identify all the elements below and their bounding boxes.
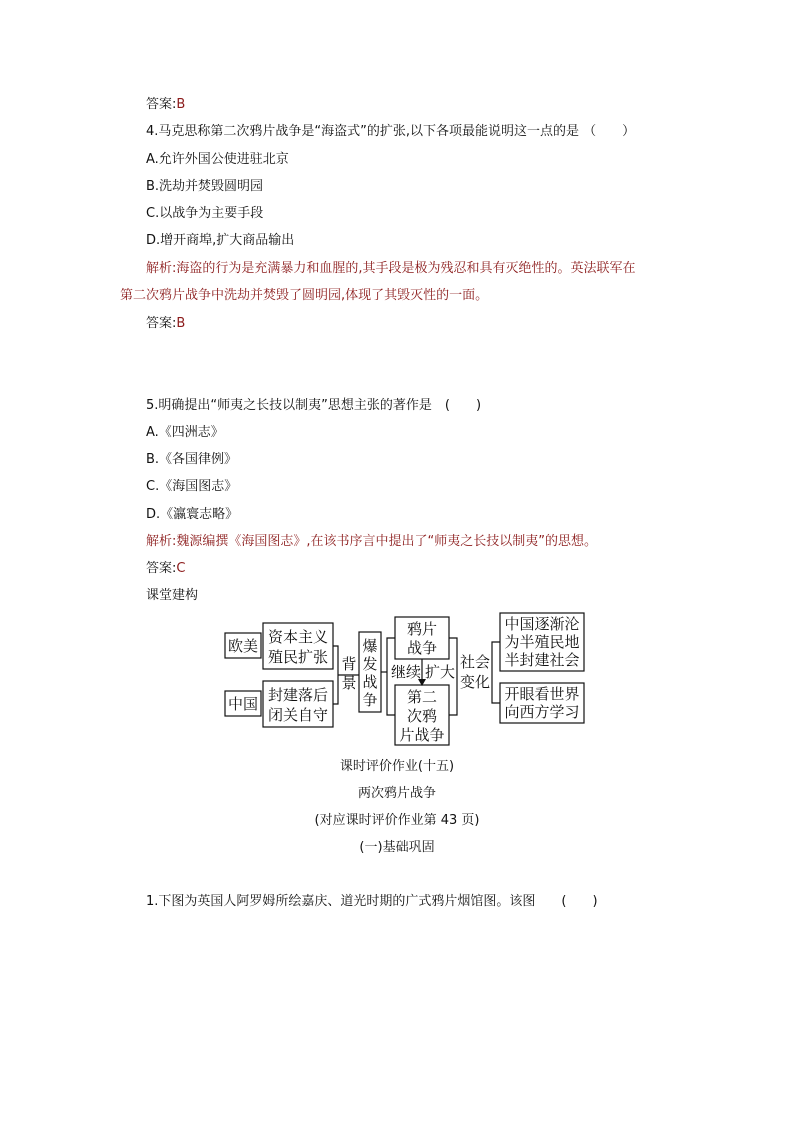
q4-analysis-line1: 解析:海盗的行为是充满暴力和血腥的,其手段是极为残忍和具有灭绝性的。英法联军在 bbox=[146, 261, 636, 276]
label-outbreak-1: 爆 bbox=[362, 637, 378, 655]
bracket-outcomes bbox=[492, 642, 500, 703]
label-war2-2: 次鸦 bbox=[406, 707, 438, 725]
q5-answer: 答案:C bbox=[146, 561, 186, 576]
label-feudal-2: 闭关自守 bbox=[267, 706, 329, 724]
label-outbreak-3: 战 bbox=[362, 673, 378, 691]
q5-option-d: D.《瀛寰志略》 bbox=[146, 507, 239, 522]
q3-answer: 答案:B bbox=[146, 97, 186, 112]
q4-option-d: D.增开商埠,扩大商品输出 bbox=[146, 233, 295, 248]
label-war2-3: 片战争 bbox=[399, 726, 445, 744]
label-china: 中国 bbox=[227, 695, 259, 713]
label-expand: 扩大 bbox=[424, 663, 456, 681]
homework-title: 课时评价作业(十五) bbox=[339, 759, 455, 774]
q4-analysis-line2: 第二次鸦片战争中洗劫并焚毁了圆明园,体现了其毁灭性的一面。 bbox=[120, 288, 489, 303]
label-west-2: 向西方学习 bbox=[504, 703, 580, 721]
bracket-background bbox=[333, 646, 338, 704]
label-background-2: 景 bbox=[341, 674, 357, 692]
label-feudal-1: 封建落后 bbox=[267, 686, 329, 704]
q5-option-a: A.《四洲志》 bbox=[146, 425, 224, 440]
section-label: 课堂建构 bbox=[146, 588, 199, 603]
label-outbreak-2: 发 bbox=[362, 655, 378, 673]
label-war2-1: 第二 bbox=[406, 688, 438, 706]
q4-stem: 4.马克思称第二次鸦片战争是“海盗式”的扩张,以下各项最能说明这一点的是 （ ） bbox=[146, 124, 636, 139]
q5-stem: 5.明确提出“师夷之长技以制夷”思想主张的著作是 ( ) bbox=[146, 398, 482, 413]
label-capitalism-2: 殖民扩张 bbox=[267, 648, 329, 666]
label-outbreak-4: 争 bbox=[362, 691, 378, 709]
label-capitalism-1: 资本主义 bbox=[267, 628, 329, 646]
q4-option-c: C.以战争为主要手段 bbox=[146, 206, 264, 221]
label-semi-1: 中国逐渐沦 bbox=[504, 615, 580, 633]
q4-option-a: A.允许外国公使进驻北京 bbox=[146, 152, 289, 167]
label-background-1: 背 bbox=[341, 655, 357, 673]
label-war1-1: 鸦片 bbox=[406, 620, 438, 638]
homework-section: (一)基础巩固 bbox=[359, 840, 435, 855]
q5-option-b: B.《各国律例》 bbox=[146, 452, 238, 467]
label-continue: 继续 bbox=[390, 663, 422, 681]
q5-option-c: C.《海国图志》 bbox=[146, 479, 238, 494]
homework-page-ref: (对应课时评价作业第 43 页) bbox=[314, 813, 480, 828]
label-society-1: 社会 bbox=[459, 653, 491, 671]
q5-analysis: 解析:魏源编撰《海国图志》,在该书序言中提出了“师夷之长技以制夷”的思想。 bbox=[146, 534, 597, 549]
q4-option-b: B.洗劫并焚毁圆明园 bbox=[146, 179, 264, 194]
label-war1-2: 战争 bbox=[406, 639, 438, 657]
q4-answer: 答案:B bbox=[146, 316, 186, 331]
next-question-stem: 1.下图为英国人阿罗姆所绘嘉庆、道光时期的广式鸦片烟馆图。该图 ( ) bbox=[146, 894, 598, 909]
label-europe: 欧美 bbox=[227, 637, 259, 655]
label-west-1: 开眼看世界 bbox=[504, 685, 580, 703]
homework-subtitle: 两次鸦片战争 bbox=[357, 786, 436, 801]
label-society-2: 变化 bbox=[459, 673, 491, 691]
label-semi-3: 半封建社会 bbox=[504, 651, 580, 669]
label-semi-2: 为半殖民地 bbox=[504, 633, 580, 651]
